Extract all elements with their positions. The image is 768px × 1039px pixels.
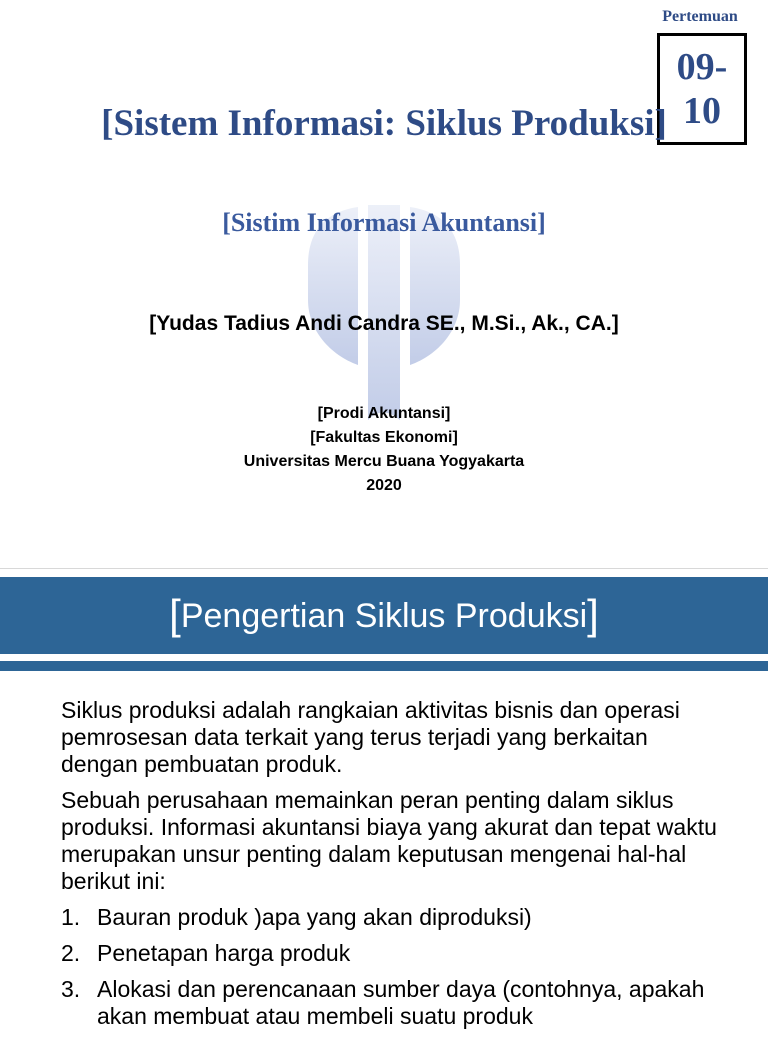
close-bracket: ] — [587, 591, 599, 638]
list-item-number: 2. — [61, 940, 81, 966]
slide-subtitle: [Sistim Informasi Akuntansi] — [222, 208, 546, 237]
slide-title: [Sistem Informasi: Siklus Produksi] — [101, 103, 667, 144]
section-header-band — [0, 577, 768, 654]
list-item — [61, 976, 721, 1030]
institution-block — [134, 402, 634, 498]
paragraph: Siklus produksi adalah rangkaian aktivitas bisnis dan operasi pemrosesan data terkait yang terus terjadi yang berkaitan dengan pembuatan produk. — [61, 697, 680, 777]
list-item — [61, 940, 721, 967]
list-item-text: Penetapan harga produk — [97, 940, 351, 966]
section-title — [169, 591, 599, 638]
meeting-number: 09-10 — [676, 46, 728, 132]
section-title-text: Pengertian Siklus Produksi — [180, 597, 588, 635]
list-item — [61, 904, 721, 931]
list-item-number: 3. — [61, 976, 81, 1002]
meeting-number-box — [657, 33, 747, 145]
university-name: Universitas Mercu Buana Yogyakarta — [243, 453, 525, 470]
open-bracket: [ — [169, 591, 181, 638]
list-item-number: 1. — [61, 904, 81, 930]
list-item-text: Alokasi dan perencanaan sumber daya (contohnya, apakah akan membuat atau membeli suatu produk — [97, 976, 705, 1029]
program-name: [Prodi Akuntansi] — [317, 405, 451, 422]
list-item-text: Bauran produk )apa yang akan diproduksi) — [97, 904, 532, 930]
year: 2020 — [366, 477, 402, 494]
meeting-label: Pertemuan — [662, 8, 738, 25]
decision-list — [61, 904, 721, 1030]
author-name: [Yudas Tadius Andi Candra SE., M.Si., Ak., CA.] — [149, 312, 619, 335]
faculty-name: [Fakultas Ekonomi] — [310, 429, 458, 446]
header-divider-stripe — [0, 661, 768, 671]
paragraph: Sebuah perusahaan memainkan peran penting dalam siklus produksi. Informasi akuntansi biaya yang akurat dan tepat waktu merupakan unsur penting dalam keputusan mengenai hal-hal berikut ini: — [61, 787, 717, 894]
slide-body — [61, 697, 721, 1039]
content-slide — [0, 568, 768, 1029]
